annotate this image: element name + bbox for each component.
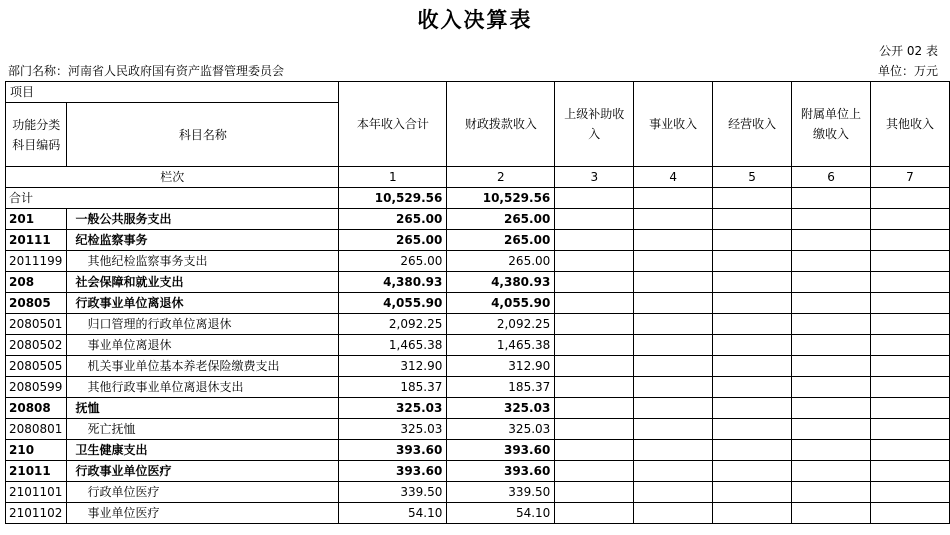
header-col-6: 附属单位上缴收入 [792, 82, 871, 167]
empty-cell [555, 419, 634, 440]
empty-cell [870, 272, 949, 293]
page-title: 收入决算表 [417, 7, 533, 32]
empty-cell [792, 335, 871, 356]
subject-name: 卫生健康支出 [67, 440, 339, 461]
empty-cell [870, 419, 949, 440]
subject-name: 抚恤 [67, 398, 339, 419]
fiscal-appropriation-value: 265.00 [447, 209, 555, 230]
col-num-1: 1 [339, 167, 447, 188]
header-col-4: 事业收入 [634, 82, 713, 167]
department-name: 部门名称：河南省人民政府国有资产监督管理委员会 [8, 64, 285, 78]
header-row-item [6, 82, 950, 103]
header-col-1: 本年收入合计 [339, 82, 447, 167]
table-row [6, 209, 950, 230]
subject-name: 事业单位医疗 [67, 503, 339, 524]
empty-cell [555, 251, 634, 272]
table-row [6, 230, 950, 251]
empty-cell [634, 503, 713, 524]
empty-cell [713, 209, 792, 230]
subject-name: 一般公共服务支出 [67, 209, 339, 230]
subject-code: 21011 [6, 461, 67, 482]
income-total-value: 393.60 [339, 440, 447, 461]
income-total-value: 312.90 [339, 356, 447, 377]
empty-cell [870, 377, 949, 398]
header-col-2: 财政拨款收入 [447, 82, 555, 167]
col-num-7: 7 [870, 167, 949, 188]
subject-code: 2011199 [6, 251, 67, 272]
fiscal-appropriation-value: 185.37 [447, 377, 555, 398]
empty-cell [713, 314, 792, 335]
empty-cell [713, 461, 792, 482]
empty-cell [870, 356, 949, 377]
empty-cell [634, 272, 713, 293]
empty-cell [713, 293, 792, 314]
empty-cell [792, 398, 871, 419]
empty-cell [713, 503, 792, 524]
subject-code: 2080501 [6, 314, 67, 335]
empty-cell [555, 230, 634, 251]
table-row [6, 440, 950, 461]
subject-name: 事业单位离退休 [67, 335, 339, 356]
fiscal-appropriation-value: 1,465.38 [447, 335, 555, 356]
table-row [6, 251, 950, 272]
subject-code: 20805 [6, 293, 67, 314]
empty-cell [555, 209, 634, 230]
subject-name: 其他行政事业单位离退休支出 [67, 377, 339, 398]
empty-cell [792, 419, 871, 440]
fiscal-appropriation-value: 325.03 [447, 419, 555, 440]
empty-cell [555, 293, 634, 314]
empty-cell [870, 335, 949, 356]
income-total-value: 325.03 [339, 398, 447, 419]
empty-cell [792, 272, 871, 293]
empty-cell [870, 230, 949, 251]
empty-cell [634, 440, 713, 461]
empty-cell [792, 251, 871, 272]
empty-cell [792, 314, 871, 335]
income-total-value: 265.00 [339, 230, 447, 251]
col-num-6: 6 [792, 167, 871, 188]
empty-cell [634, 482, 713, 503]
empty-cell [870, 293, 949, 314]
subject-code: 2101102 [6, 503, 67, 524]
income-total-value: 339.50 [339, 482, 447, 503]
income-total-value: 393.60 [339, 461, 447, 482]
empty-cell [870, 398, 949, 419]
empty-cell [555, 461, 634, 482]
empty-cell [634, 356, 713, 377]
empty-cell [555, 356, 634, 377]
subject-code: 210 [6, 440, 67, 461]
subject-code: 20808 [6, 398, 67, 419]
fiscal-appropriation-value: 325.03 [447, 398, 555, 419]
empty-cell [555, 503, 634, 524]
empty-cell [634, 377, 713, 398]
empty-cell [634, 398, 713, 419]
fiscal-appropriation-value: 265.00 [447, 230, 555, 251]
fiscal-appropriation-value: 393.60 [447, 461, 555, 482]
empty-cell [792, 461, 871, 482]
form-number: 公开 02 表 [879, 44, 938, 58]
subject-code: 2080801 [6, 419, 67, 440]
empty-cell [870, 188, 949, 209]
subject-name: 死亡抚恤 [67, 419, 339, 440]
header-col-3: 上级补助收入 [555, 82, 634, 167]
total-label: 合计 [6, 188, 339, 209]
empty-cell [870, 461, 949, 482]
empty-cell [555, 188, 634, 209]
empty-cell [555, 440, 634, 461]
fiscal-appropriation-value: 54.10 [447, 503, 555, 524]
header-col-5: 经营收入 [713, 82, 792, 167]
col-num-4: 4 [634, 167, 713, 188]
fiscal-appropriation-value: 312.90 [447, 356, 555, 377]
subject-code: 2080599 [6, 377, 67, 398]
income-total-value: 265.00 [339, 251, 447, 272]
fiscal-appropriation-value: 265.00 [447, 251, 555, 272]
subject-code: 2080502 [6, 335, 67, 356]
income-total-value: 4,380.93 [339, 272, 447, 293]
empty-cell [634, 188, 713, 209]
empty-cell [792, 482, 871, 503]
subject-name: 纪检监察事务 [67, 230, 339, 251]
table-row [6, 293, 950, 314]
subject-name: 行政事业单位离退休 [67, 293, 339, 314]
empty-cell [713, 356, 792, 377]
table-row [6, 377, 950, 398]
income-total-value: 2,092.25 [339, 314, 447, 335]
col-num-5: 5 [713, 167, 792, 188]
fiscal-appropriation-value: 4,380.93 [447, 272, 555, 293]
table-row [6, 461, 950, 482]
subject-name: 归口管理的行政单位离退休 [67, 314, 339, 335]
empty-cell [713, 251, 792, 272]
empty-cell [713, 188, 792, 209]
subject-name: 机关事业单位基本养老保险缴费支出 [67, 356, 339, 377]
unit-label: 单位：万元 [877, 64, 938, 78]
empty-cell [792, 230, 871, 251]
empty-cell [792, 293, 871, 314]
fiscal-appropriation-value: 339.50 [447, 482, 555, 503]
empty-cell [555, 398, 634, 419]
income-total-value: 325.03 [339, 419, 447, 440]
income-total-value: 265.00 [339, 209, 447, 230]
empty-cell [870, 209, 949, 230]
subject-code: 20111 [6, 230, 67, 251]
header-row-lanci [6, 167, 950, 188]
empty-cell [870, 503, 949, 524]
table-row [6, 419, 950, 440]
table-row [6, 503, 950, 524]
empty-cell [792, 503, 871, 524]
subject-name: 行政事业单位医疗 [67, 461, 339, 482]
income-total-value: 4,055.90 [339, 293, 447, 314]
empty-cell [713, 398, 792, 419]
empty-cell [870, 440, 949, 461]
empty-cell [634, 419, 713, 440]
empty-cell [555, 482, 634, 503]
empty-cell [634, 251, 713, 272]
empty-cell [792, 440, 871, 461]
fiscal-appropriation-value: 393.60 [447, 440, 555, 461]
empty-cell [555, 272, 634, 293]
income-table [5, 81, 950, 524]
table-row [6, 482, 950, 503]
empty-cell [713, 335, 792, 356]
empty-cell [713, 230, 792, 251]
table-row [6, 398, 950, 419]
income-total-value: 54.10 [339, 503, 447, 524]
fiscal-appropriation-value: 4,055.90 [447, 293, 555, 314]
empty-cell [713, 440, 792, 461]
header-subject-name: 科目名称 [67, 103, 339, 167]
empty-cell [792, 377, 871, 398]
empty-cell [713, 419, 792, 440]
subject-code: 201 [6, 209, 67, 230]
table-row [6, 356, 950, 377]
header-lanci: 栏次 [6, 167, 339, 188]
income-total-value: 185.37 [339, 377, 447, 398]
income-total-value: 1,465.38 [339, 335, 447, 356]
total-value-1: 10,529.56 [339, 188, 447, 209]
empty-cell [870, 482, 949, 503]
empty-cell [634, 230, 713, 251]
subject-name: 其他纪检监察事务支出 [67, 251, 339, 272]
empty-cell [555, 335, 634, 356]
col-num-3: 3 [555, 167, 634, 188]
col-num-2: 2 [447, 167, 555, 188]
empty-cell [792, 209, 871, 230]
empty-cell [713, 272, 792, 293]
empty-cell [870, 314, 949, 335]
empty-cell [555, 314, 634, 335]
table-row [6, 272, 950, 293]
empty-cell [634, 335, 713, 356]
table-row [6, 335, 950, 356]
empty-cell [870, 251, 949, 272]
empty-cell [634, 293, 713, 314]
table-row [6, 314, 950, 335]
empty-cell [634, 461, 713, 482]
total-row [6, 188, 950, 209]
empty-cell [555, 377, 634, 398]
total-value-2: 10,529.56 [447, 188, 555, 209]
subject-code: 2080505 [6, 356, 67, 377]
empty-cell [792, 356, 871, 377]
empty-cell [634, 209, 713, 230]
subject-name: 社会保障和就业支出 [67, 272, 339, 293]
subject-name: 行政单位医疗 [67, 482, 339, 503]
header-col-7: 其他收入 [870, 82, 949, 167]
header-func-code: 功能分类科目编码 [6, 103, 67, 167]
empty-cell [634, 314, 713, 335]
fiscal-appropriation-value: 2,092.25 [447, 314, 555, 335]
header-item: 项目 [6, 82, 339, 103]
subject-code: 2101101 [6, 482, 67, 503]
subject-code: 208 [6, 272, 67, 293]
empty-cell [713, 377, 792, 398]
empty-cell [792, 188, 871, 209]
empty-cell [713, 482, 792, 503]
